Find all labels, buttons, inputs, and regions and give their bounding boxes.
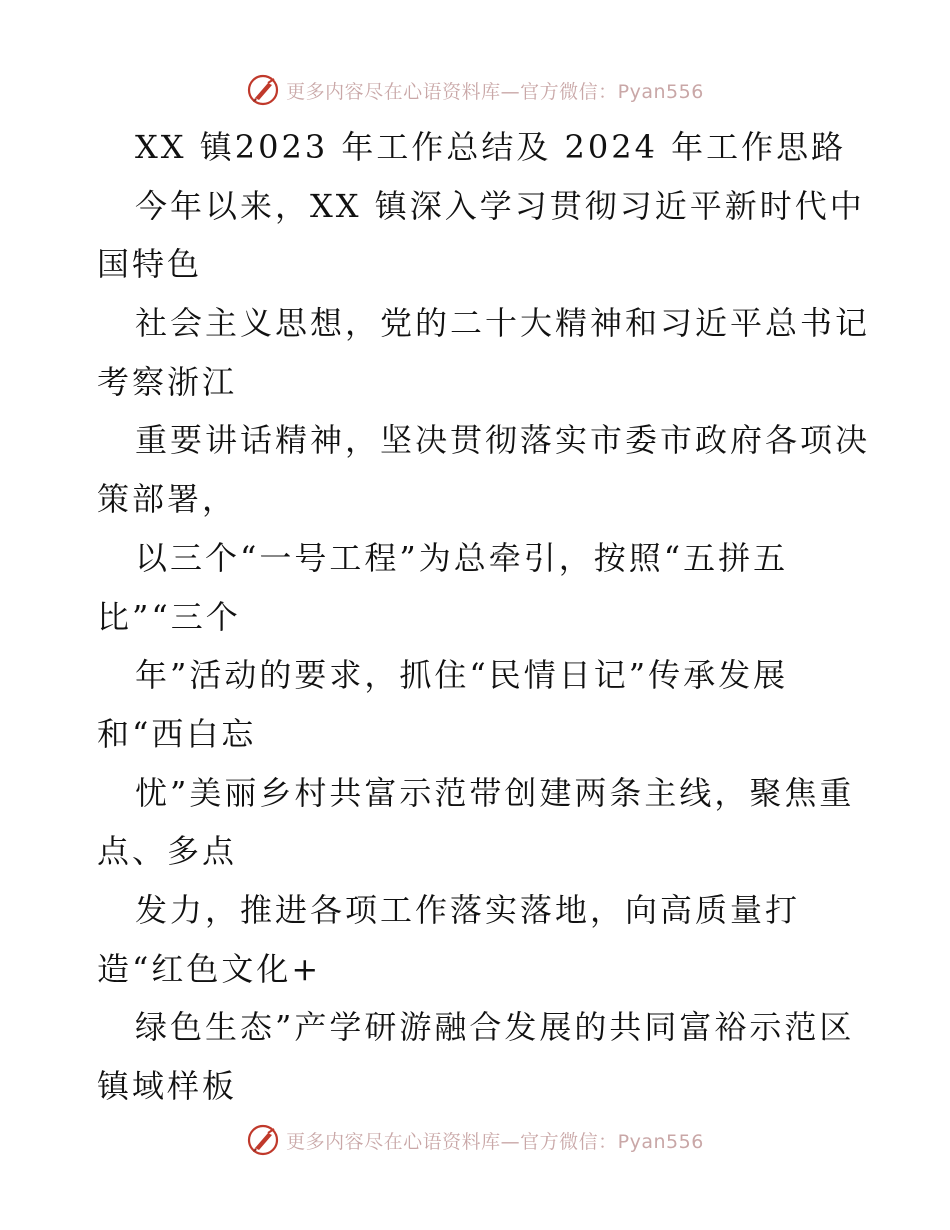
header-watermark — [0, 70, 950, 110]
paragraph-line: 考察浙江 — [97, 362, 238, 401]
paragraph-line: 发力，推进各项工作落实落地，向高质量打 — [135, 890, 801, 929]
paragraph-line: 社会主义思想，党的二十大精神和习近平总书记 — [135, 304, 871, 343]
paragraph-line: 点、多点 — [97, 832, 238, 871]
paragraph-line: 忧”美丽乡村共富示范带创建两条主线，聚焦重 — [135, 773, 855, 812]
paragraph-line: 以三个“一号工程”为总牵引，按照“五拼五 — [135, 538, 789, 577]
document-title: XX 镇2023 年工作总结及 2024 年工作思路 — [135, 128, 847, 166]
watermark-text: 更多内容尽在心语资料库—官方微信：Pyan556 — [286, 1130, 704, 1153]
paragraph-line: 国特色 — [97, 245, 203, 284]
paragraph-line: 比”“三个 — [97, 597, 241, 636]
watermark-text: 更多内容尽在心语资料库—官方微信：Pyan556 — [286, 80, 704, 103]
quill-pen-logo-icon — [246, 1123, 280, 1157]
footer-watermark — [0, 1120, 950, 1160]
paragraph-line: 年”活动的要求，抓住“民情日记”传承发展 — [135, 656, 789, 695]
paragraph-line: 和“西白忘 — [97, 714, 257, 753]
paragraph-line: 镇域样板 — [97, 1067, 238, 1105]
paragraph-line: 今年以来，XX 镇深入学习贯彻习近平新时代中 — [135, 186, 865, 225]
document-body — [97, 118, 871, 1116]
paragraph-line: 重要讲话精神，坚决贯彻落实市委市政府各项决 — [135, 421, 871, 460]
paragraph-line: 绿色生态”产学研游融合发展的共同富裕示范区 — [135, 1008, 855, 1047]
quill-pen-logo-icon — [246, 73, 280, 107]
paragraph-line: 造“红色文化+ — [97, 949, 322, 988]
paragraph-line: 策部署， — [97, 480, 238, 519]
